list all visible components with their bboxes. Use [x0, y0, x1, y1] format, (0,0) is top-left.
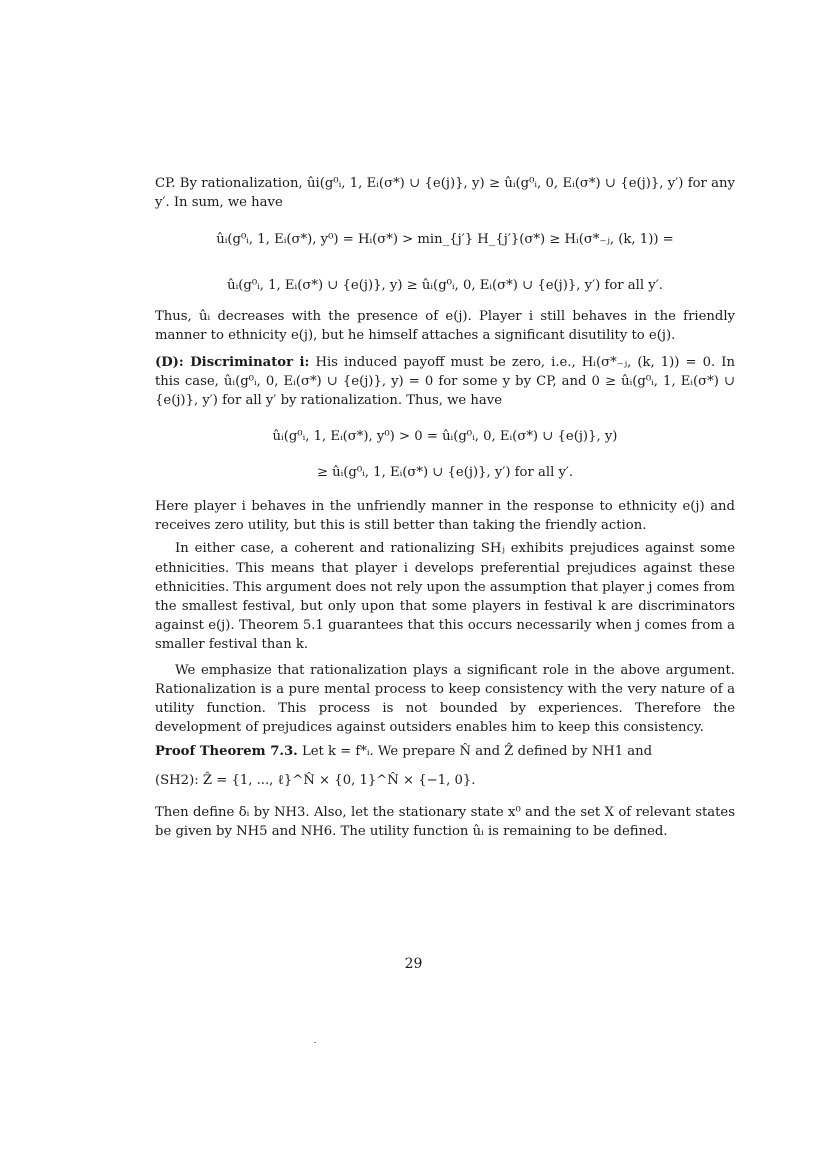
page-number: 29 [404, 956, 423, 972]
proof-heading: Proof Theorem 7.3. [155, 744, 298, 759]
discriminator-text: His induced payoff must be zero, i.e., Hᵢ(σ*₋ⱼ, (k, 1)) = 0. In this case, ûᵢ(g⁰ᵢ, 0, Eᵢ(σ*) ∪ {e(j)}, y) = 0 for some y by CP, and 0 ≥ ûᵢ(g⁰ᵢ, 1, Eᵢ(σ*) ∪ {e(j)}, y′) for all y′ by rationalization. Thus, we have [155, 355, 735, 409]
paragraph-proof-theorem [155, 742, 735, 761]
paragraph-discriminator [155, 353, 735, 411]
equation-2-line-1: ûᵢ(g⁰ᵢ, 1, Eᵢ(σ*), y⁰) > 0 = ûᵢ(g⁰ᵢ, 0, Eᵢ(σ*) ∪ {e(j)}, y) [272, 429, 618, 444]
proof-text: Let k = f*ᵢ. We prepare N̂ and Ẑ defined by NH1 and [301, 744, 653, 759]
equation-2-line-2: ≥ ûᵢ(g⁰ᵢ, 1, Eᵢ(σ*) ∪ {e(j)}, y′) for all y′. [316, 465, 574, 480]
paragraph-cp-rationalization: CP. By rationalization, ûi(g⁰ᵢ, 1, Eᵢ(σ*) ∪ {e(j)}, y) ≥ ûᵢ(g⁰ᵢ, 0, Eᵢ(σ*) ∪ {e(j)}, y′) for any y′. In sum, we have [155, 176, 735, 211]
paragraph-thus-decreases: Thus, ûᵢ decreases with the presence of e(j). Player i still behaves in the friendly manner to ethnicity e(j), but he himself attaches a significant disutility to e(j). [155, 309, 735, 344]
paragraph-either-case: In either case, a coherent and rationalizing SHⱼ exhibits prejudices against some ethnicities. This means that player i develops preferential prejudices against these ethnicities. This argument does not rely upon the assumption that player j comes from the smallest festival, but only upon that some players in festival k are discriminators against e(j). Theorem 5.1 guarantees that this occurs necessarily when j comes from a smaller festival than k. [155, 541, 735, 653]
paragraph-we-emphasize: We emphasize that rationalization plays a significant role in the above argument. Rationalization is a pure mental process to keep consistency with the very nature of a utility function. This process is not bounded by experiences. Therefore the development of prejudices against outsiders enables him to keep this consistency. [155, 662, 735, 736]
discriminator-heading: (D): Discriminator i: [155, 355, 310, 370]
equation-1-line-2: ûᵢ(g⁰ᵢ, 1, Eᵢ(σ*) ∪ {e(j)}, y) ≥ ûᵢ(g⁰ᵢ, 0, Eᵢ(σ*) ∪ {e(j)}, y′) for all y′. [227, 278, 663, 293]
definition-sh2: (SH2): Ẑ = {1, ..., ℓ}^N̂ × {0, 1}^N̂ × {−1, 0}. [155, 773, 476, 788]
equation-1-line-1: ûᵢ(g⁰ᵢ, 1, Eᵢ(σ*), y⁰) = Hᵢ(σ*) > min_{j′} H_{j′}(σ*) ≥ Hᵢ(σ*₋ⱼ, (k, 1)) = [216, 232, 674, 247]
paragraph-then-define: Then define δᵢ by NH3. Also, let the stationary state x⁰ and the set X of relevant states be given by NH5 and NH6. The utility function ûᵢ is remaining to be defined. [155, 805, 735, 840]
paragraph-here-player: Here player i behaves in the unfriendly manner in the response to ethnicity e(j) and receives zero utility, but this is still better than taking the friendly action. [155, 499, 735, 534]
scan-speck [314, 1042, 316, 1043]
